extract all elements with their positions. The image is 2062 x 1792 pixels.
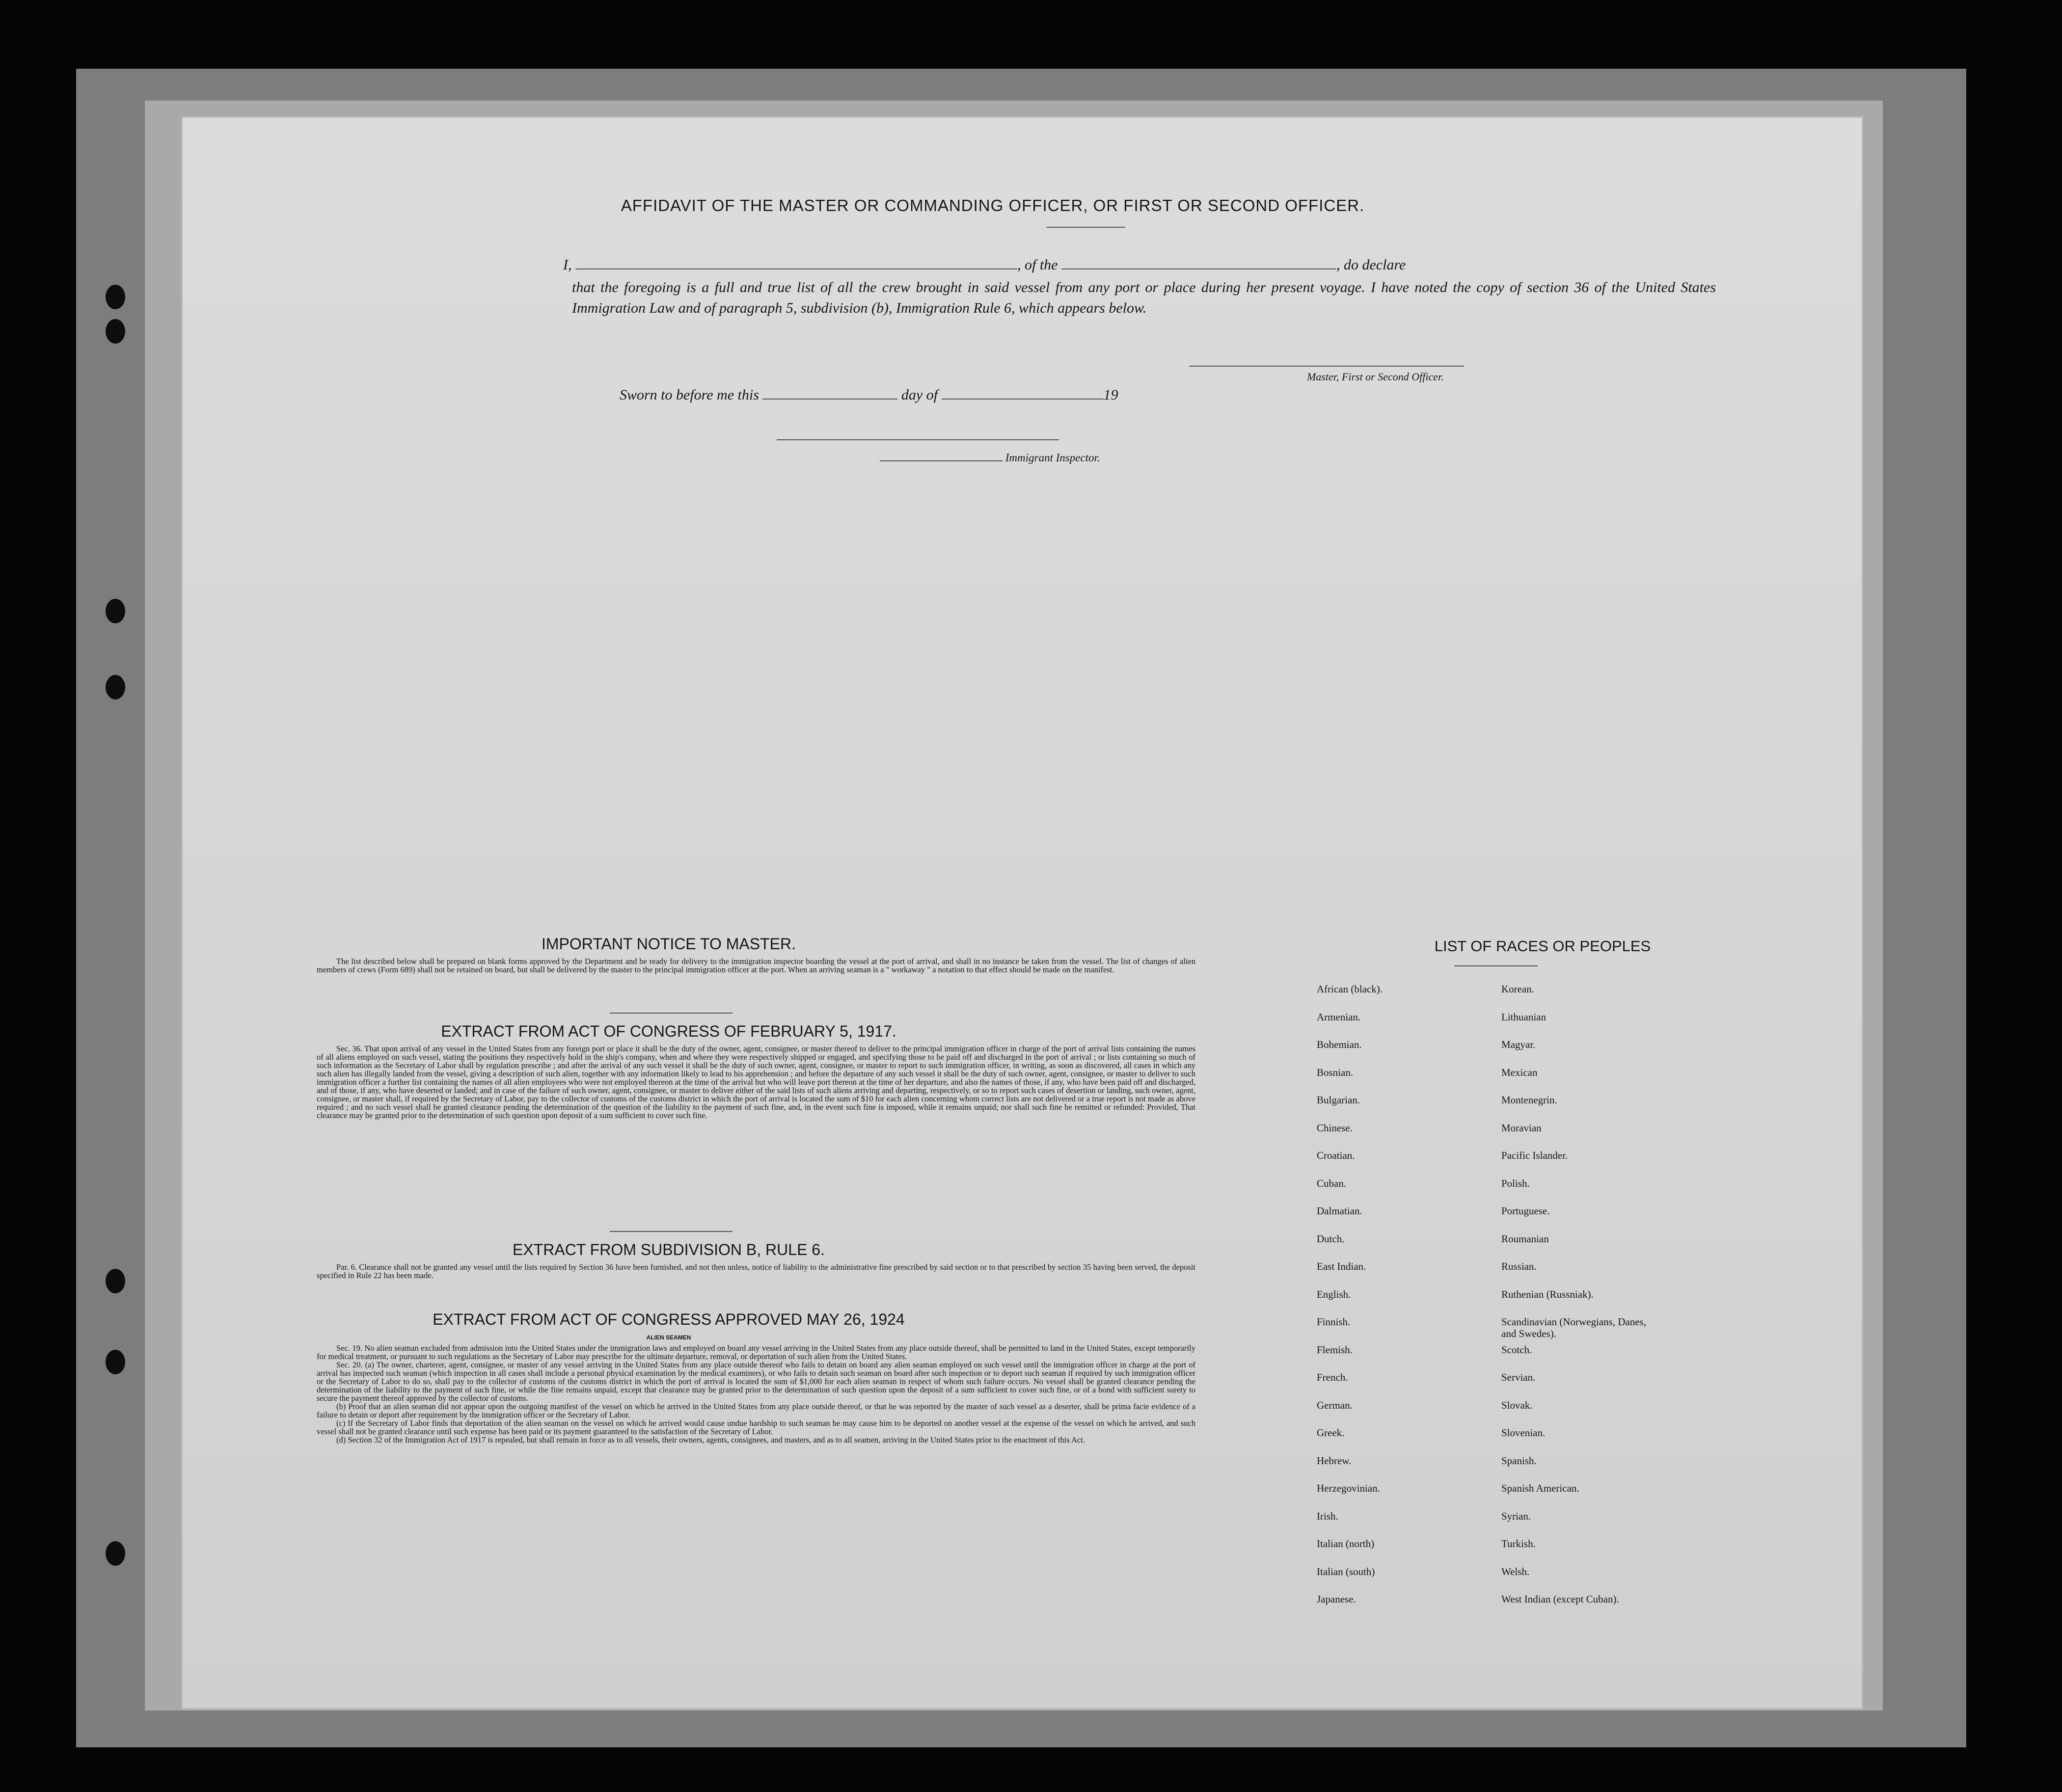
race-item: Syrian. <box>1501 1510 1531 1522</box>
race-item: Finnish. <box>1317 1316 1351 1328</box>
races-right-column <box>1501 983 1658 1621</box>
race-item: Portuguese. <box>1501 1205 1550 1217</box>
race-item: German. <box>1317 1399 1353 1411</box>
race-item: Hebrew. <box>1317 1454 1352 1467</box>
race-item: Bulgarian. <box>1317 1094 1360 1106</box>
race-item: Montenegrin. <box>1501 1094 1557 1106</box>
race-item: Bohemian. <box>1317 1039 1362 1050</box>
affidavit-title: AFFIDAVIT OF THE MASTER OR COMMANDING OFFICER, OR FIRST OR SECOND OFFICER. <box>621 196 1365 214</box>
sworn-day-label: day of <box>901 387 938 403</box>
section-36-paragraph: Sec. 36. That upon arrival of any vessel in the United States from any foreign port or place it shall be the duty of the owner, agent, consignee, or master thereof to deliver to the principal immigration officer in charge of the port of arrival lists containing the names of all aliens employed on such vessel, stating the positions they respectively hold in the ship's company, when and where they were respectively shipped or engaged, and specifying those to be paid off and discharged in the port of arrival ; or lists containing so much of such information as the Secretary of Labor shall by regulation prescribe ; and after the arrival of any such vessel it shall be the duty of such owner, agent, consignee, or master to report to such immigration officer, in writing, as soon as discovered, all cases in which any such alien has illegally landed from the vessel, giving a description of such alien, together with any information likely to lead to his apprehension ; and before the departure of any such vessel it shall be the duty of such owner, agent, consignee, or master to deliver to such immigration officer a further list containing the names of all alien employees who were not employed thereon at the time of the arrival but who will leave port thereon at the time of her departure, and also the names of those, if any, who have been paid off and discharged, and of those, if any, who have deserted or landed; and in case of the failure of such owner, agent, consignee, or master to deliver either of the said lists of such aliens arriving and departing, respectively, or so to report such cases of desertion or landing, such owner, agent, consignee, or master shall, if required by the Secretary of Labor, pay to the collector of customs of the customs district in which the port of arrival is located the sum of $10 for each alien concerning whom correct lists are not delivered or a true report is not made as above required ; and no such vessel shall be granted clearance pending the determination of the question of the liability to the payment of such fine, and, in the event such fine is imposed, while it remains unpaid; nor shall such fine be remitted or refunded: Provided, That clearance may be granted prior to the determination of such question upon deposit of a sum sufficient to cover such fine. <box>317 1044 1195 1120</box>
race-item: Italian (south) <box>1317 1565 1375 1578</box>
binder-hole <box>106 319 125 344</box>
race-item: Lithuanian <box>1501 1011 1546 1023</box>
sworn-day-blank[interactable] <box>762 387 897 400</box>
race-item: Italian (north) <box>1317 1538 1375 1550</box>
divider <box>1047 227 1125 228</box>
subdivision-text <box>317 1263 1195 1280</box>
extract-1917-title: EXTRACT FROM ACT OF CONGRESS OF FEBRUARY 5, 1917. <box>441 1022 896 1040</box>
race-item: Moravian <box>1501 1122 1542 1134</box>
inspector-signature-blank[interactable] <box>880 453 1003 461</box>
extract-1917-text <box>317 1044 1195 1120</box>
race-item: Magyar. <box>1501 1039 1536 1050</box>
section-20d: (d) Section 32 of the Immigration Act of 1917 is repealed, but shall remain in force as to all vessels, their owners, agents, consignees, and masters, and as to all seamen, arriving in the United States prior to the enactment of this Act. <box>336 1435 1085 1444</box>
binder-hole <box>106 1350 125 1374</box>
divider <box>777 439 1059 440</box>
vessel-name-blank[interactable] <box>1061 257 1336 269</box>
race-item: Croatian. <box>1317 1150 1355 1161</box>
declare-text: , do declare <box>1336 257 1406 273</box>
section-20c: (c) If the Secretary of Labor finds that deportation of the alien seaman on the vessel on which he arrived would cause undue hardship to such seaman he may cause him to be deported on another vessel at the expense of the vessel on which he arrived, and such vessel shall not be granted clearance until such expense has been paid or its payment guaranteed to the satisfaction of the Secretary of Labor. <box>317 1418 1195 1436</box>
section-20a: Sec. 20. (a) The owner, charterer, agent, consignee, or master of any vessel arriving in the United States from any place outside thereof who fails to detain on board any alien seaman employed on such vessel until the immigration officer in charge at the port of arrival has inspected such seaman (which inspection in all cases shall include a personal physical examination by the medical examiners), or who fails to detain such seaman on board after such inspection or to deport such seaman if required by such immigration officer or the Secretary of Labor to do so, shall pay to the collector of customs of the customs district in which the port of arrival is located the sum of $1,000 for each alien seaman in respect of whom such failure occurs. No vessel shall be granted clearance pending the determination of the liability to the payment of such fine, or while the fine remains unpaid, except that clearance may be granted prior to the determination of such question upon the deposit of a sum sufficient to cover such fine, or of a bond with sufficient surety to secure the payment thereof approved by the collector of customs. <box>317 1360 1195 1403</box>
race-item: Irish. <box>1317 1510 1338 1522</box>
race-item: Ruthenian (Russniak). <box>1501 1288 1594 1300</box>
manifest-page <box>183 118 1862 1708</box>
race-item: Slovenian. <box>1501 1427 1546 1439</box>
binder-hole <box>106 285 125 309</box>
race-item: Flemish. <box>1317 1343 1353 1356</box>
subdivision-title: EXTRACT FROM SUBDIVISION B, RULE 6. <box>513 1241 825 1258</box>
divider <box>610 1013 733 1014</box>
sworn-month-blank[interactable] <box>942 387 1104 400</box>
sworn-prefix: Sworn to before me this <box>620 387 759 403</box>
sworn-year: 19 <box>1103 387 1118 403</box>
divider <box>610 1231 733 1232</box>
race-item: Pacific Islander. <box>1501 1150 1568 1161</box>
signature-line <box>1189 366 1464 367</box>
race-item: Polish. <box>1501 1177 1530 1189</box>
race-item: English. <box>1317 1288 1351 1300</box>
notice-title: IMPORTANT NOTICE TO MASTER. <box>542 935 796 953</box>
race-item: West Indian (except Cuban). <box>1501 1593 1619 1605</box>
race-item: Dutch. <box>1317 1232 1345 1245</box>
race-item: Greek. <box>1317 1427 1345 1439</box>
binder-hole <box>106 1269 125 1293</box>
binder-hole <box>106 1541 125 1566</box>
race-item: Welsh. <box>1501 1565 1530 1578</box>
sworn-line <box>620 387 1118 403</box>
race-item: Turkish. <box>1501 1538 1536 1550</box>
alien-seamen-subhead: ALIEN SEAMEN <box>646 1334 691 1341</box>
race-item: Scotch. <box>1501 1343 1532 1356</box>
race-item: Korean. <box>1501 983 1535 995</box>
inspector-label: Immigrant Inspector. <box>1005 452 1100 464</box>
race-item: Servian. <box>1501 1371 1536 1383</box>
affidavit-statement: that the foregoing is a full and true list of all the crew brought in said vessel from any port or place during her present voyage. I have noted the copy of section 36 of the United States Immigration Law and of paragraph 5, subdivision (b), Immigration Rule 6, which appears below. <box>572 279 1716 316</box>
race-item: African (black). <box>1317 983 1383 995</box>
divider <box>1454 965 1538 966</box>
race-item: Mexican <box>1501 1066 1538 1078</box>
race-item: Roumanian <box>1501 1232 1549 1245</box>
races-left-column <box>1317 983 1383 1621</box>
race-item: Spanish. <box>1501 1454 1537 1467</box>
race-item: Cuban. <box>1317 1177 1347 1189</box>
race-item: East Indian. <box>1317 1260 1366 1272</box>
extract-1924-text <box>317 1344 1195 1444</box>
declaration-line <box>563 257 1406 273</box>
declarant-prefix: I, <box>563 257 572 273</box>
race-item: French. <box>1317 1371 1348 1383</box>
race-item: Herzegovinian. <box>1317 1482 1380 1494</box>
inspector-line <box>880 452 1100 464</box>
race-item: Russian. <box>1501 1260 1537 1272</box>
race-item: Spanish American. <box>1501 1482 1579 1494</box>
race-item: Slovak. <box>1501 1399 1533 1411</box>
notice-paragraph: The list described below shall be prepared on blank forms approved by the Department and be ready for delivery to the immigration inspector boarding the vessel at the port of arrival, and shall in no instance be taken from the vessel. The list of changes of alien members of crews (Form 689) shall not be retained on board, but shall be delivered by the master to the principal immigration officer at the port. When an arriving seaman is a " workaway " a notation to that effect should be made on the manifest. <box>317 957 1195 974</box>
notice-text <box>317 957 1195 974</box>
race-item: Chinese. <box>1317 1122 1353 1134</box>
races-title: LIST OF RACES OR PEOPLES <box>1434 937 1651 955</box>
section-19: Sec. 19. No alien seaman excluded from admission into the United States under the immigration laws and employed on board any vessel arriving in the United States from any place outside thereof, shall be permitted to land in the United States, except temporarily for medical treatment, or pursuant to such regulations as the Secretary of Labor may prescribe for the ultimate departure, removal, or deportation of such alien from the United States. <box>317 1343 1195 1361</box>
paragraph-6: Par. 6. Clearance shall not be granted any vessel until the lists required by Section 36 have been furnished, and not then unless, notice of liability to the administrative fine prescribed by said section or to that prescribed by section 35 having been served, the deposit specified in Rule 22 has been made. <box>317 1262 1195 1280</box>
race-item: Dalmatian. <box>1317 1205 1362 1217</box>
race-item: Bosnian. <box>1317 1066 1354 1078</box>
race-item: Scandinavian (Norwegians, Danes, and Swedes). <box>1501 1316 1647 1339</box>
master-signature-label: Master, First or Second Officer. <box>1307 371 1444 383</box>
vessel-prefix: , of the <box>1017 257 1058 273</box>
race-item: Japanese. <box>1317 1593 1356 1605</box>
binder-hole <box>106 675 125 699</box>
race-item: Armenian. <box>1317 1011 1361 1023</box>
section-20b: (b) Proof that an alien seaman did not appear upon the outgoing manifest of the vessel on which he arrived in the United States from any place outside thereof, or that he was reported by the master of such vessel as a deserter, shall be prima facie evidence of a failure to detain or deport after requirement by the immigration officer or the Secretary of Labor. <box>317 1402 1195 1419</box>
declarant-name-blank[interactable] <box>575 257 1017 269</box>
binder-hole <box>106 599 125 623</box>
extract-1924-title: EXTRACT FROM ACT OF CONGRESS APPROVED MAY 26, 1924 <box>433 1311 905 1328</box>
